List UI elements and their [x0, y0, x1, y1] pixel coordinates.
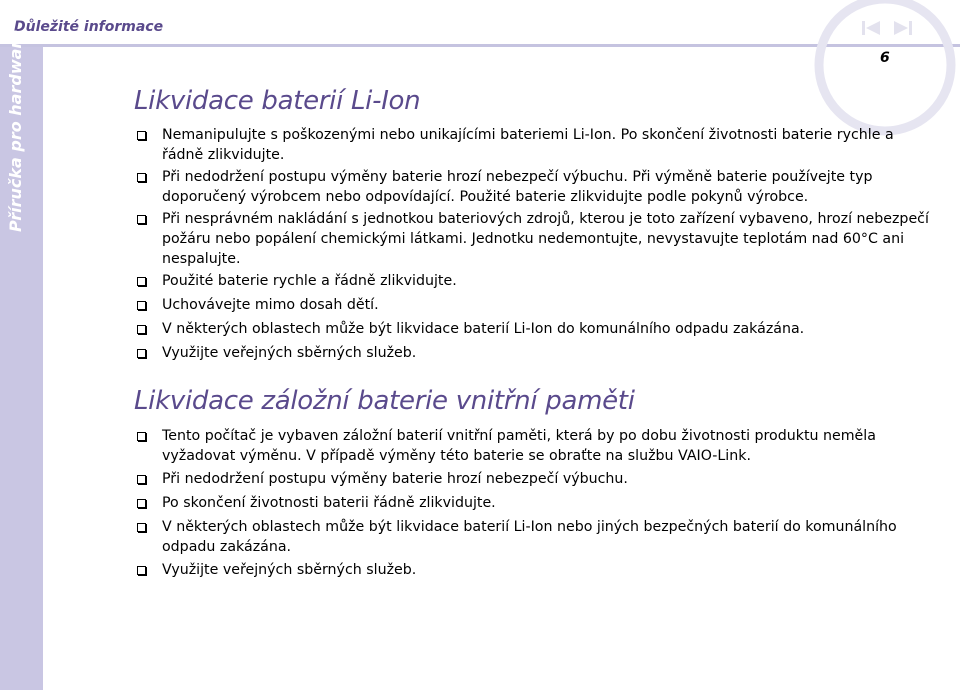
list-item-text: V některých oblastech může být likvidace baterií Li-Ion nebo jiných bezpečných baterií do komunálního odpadu zakázána.	[162, 519, 897, 555]
list-item	[134, 343, 934, 363]
list-item-text: Využijte veřejných sběrných služeb.	[162, 562, 417, 578]
list-item	[134, 209, 934, 269]
list-item	[134, 426, 934, 466]
list-item-text: Po skončení životnosti baterii řádně zlikvidujte.	[162, 495, 496, 511]
section-title: Likvidace záložní baterie vnitřní paměti	[134, 386, 635, 416]
checkbox-square-bullet-icon	[137, 173, 146, 182]
list-item	[134, 517, 934, 557]
checkbox-square-bullet-icon	[137, 475, 146, 484]
section-backup-battery-disposal	[134, 386, 934, 580]
page-navigation	[858, 18, 918, 38]
list-item-text: Při nesprávném nakládání s jednotkou bateriových zdrojů, kterou je toto zařízení vybaveno, hrozí nebezpečí požáru nebo popálení chemickými látkami. Jednotku nedemontujte, nevystavujte teplotám nad 60°C ani nespalujte.	[162, 211, 929, 267]
list-item-text: Uchovávejte mimo dosah dětí.	[162, 297, 379, 313]
section-title: Likvidace baterií Li-Ion	[134, 86, 421, 116]
list-item-text: Použité baterie rychle a řádně zlikvidujte.	[162, 273, 457, 289]
list-item	[134, 469, 934, 489]
checkbox-square-bullet-icon	[137, 325, 146, 334]
checkbox-square-bullet-icon	[137, 215, 146, 224]
nav-next-arrow-icon[interactable]	[888, 18, 918, 38]
list-item-text: Tento počítač je vybaven záložní baterií vnitřní paměti, která by po dobu životnosti produktu neměla vyžadovat výměnu. V případě výměny této baterie se obraťte na službu VAIO-Link.	[162, 428, 876, 464]
checkbox-square-bullet-icon	[137, 131, 146, 140]
sidebar-label: Příručka pro hardware	[6, 29, 25, 232]
checkbox-square-bullet-icon	[137, 499, 146, 508]
checkbox-square-bullet-icon	[137, 301, 146, 310]
list-item-text: Při nedodržení postupu výměny baterie hrozí nebezpečí výbuchu.	[162, 471, 628, 487]
list-item	[134, 493, 934, 513]
checkbox-square-bullet-icon	[137, 432, 146, 441]
list-item-text: Využijte veřejných sběrných služeb.	[162, 345, 417, 361]
list-item-text: Při nedodržení postupu výměny baterie hrozí nebezpečí výbuchu. Při výměně baterie používejte typ doporučený výrobcem nebo odpovídající. Použité baterie zlikvidujte podle pokynů výrobce.	[162, 169, 873, 205]
list-item	[134, 295, 934, 315]
list-item	[134, 319, 934, 339]
nav-prev-arrow-icon[interactable]	[858, 18, 886, 38]
bullet-list	[134, 426, 934, 580]
checkbox-square-bullet-icon	[137, 566, 146, 575]
checkbox-square-bullet-icon	[137, 523, 146, 532]
list-item-text: Nemanipulujte s poškozenými nebo unikajícími bateriemi Li-Ion. Po skončení životnosti baterie rychle a řádně zlikvidujte.	[162, 127, 894, 163]
checkbox-square-bullet-icon	[137, 277, 146, 286]
list-item	[134, 125, 934, 165]
checkbox-square-bullet-icon	[137, 349, 146, 358]
list-item-text: V některých oblastech může být likvidace baterií Li-Ion do komunálního odpadu zakázána.	[162, 321, 805, 337]
bullet-list	[134, 125, 934, 363]
list-item	[134, 167, 934, 207]
list-item	[134, 560, 934, 580]
page-header-title: Důležité informace	[14, 19, 164, 35]
section-li-ion-disposal	[134, 86, 934, 363]
list-item	[134, 271, 934, 291]
page-number: 6	[880, 50, 890, 66]
